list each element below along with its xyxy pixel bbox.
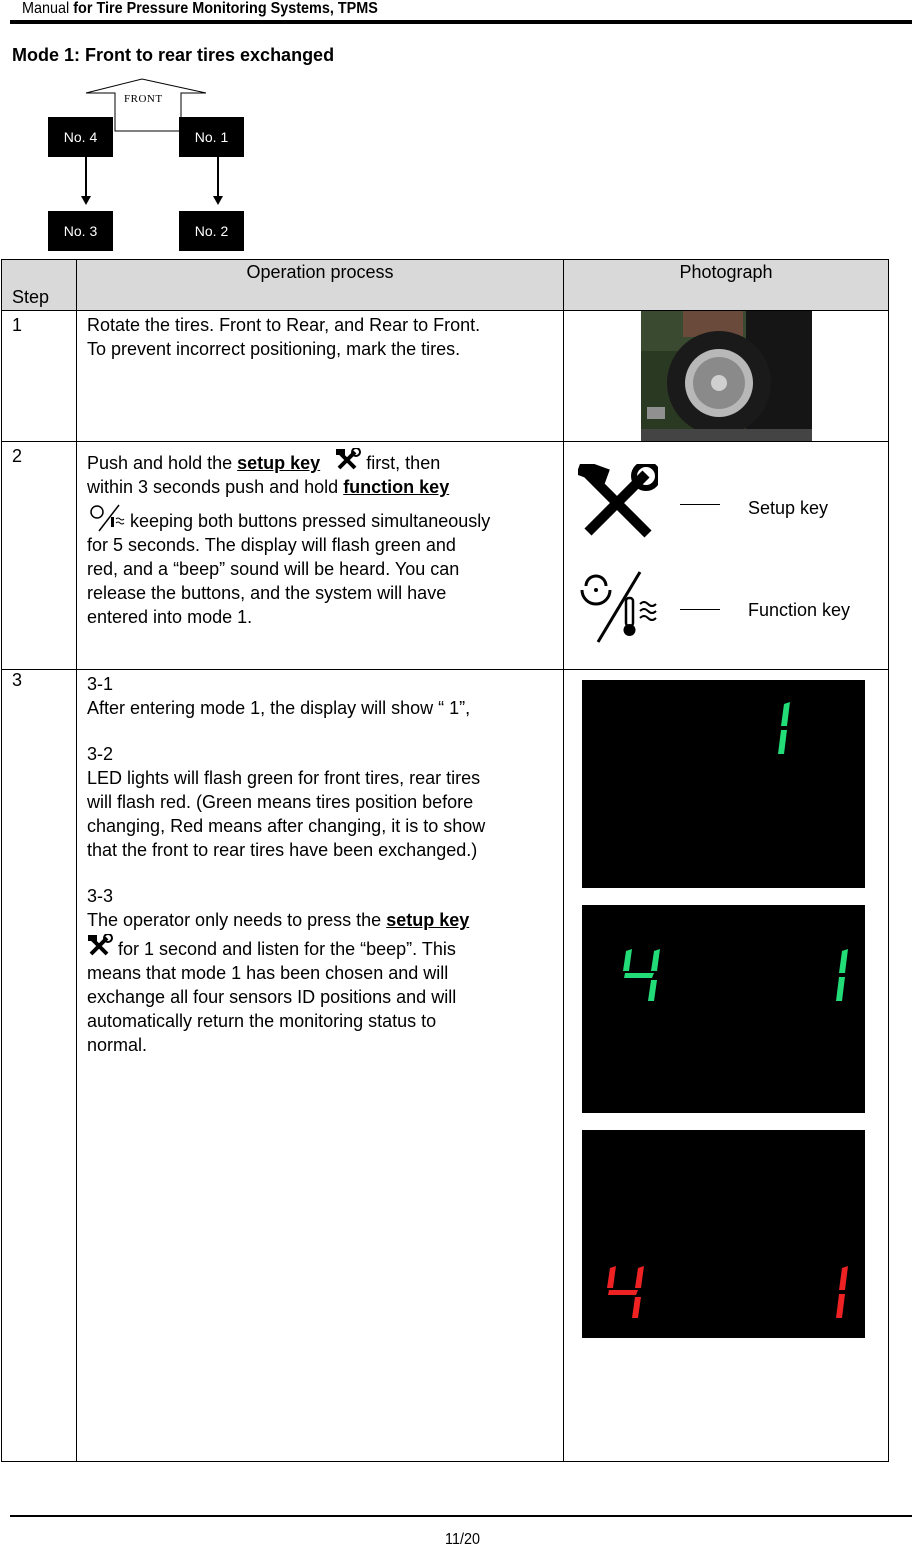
table-header-row: [2, 260, 889, 311]
row2-text: entered into mode 1.: [87, 607, 253, 627]
header-prefix: Manual: [22, 0, 70, 17]
row1-line: To prevent incorrect positioning, mark the tires.: [87, 339, 461, 359]
tire-no4: No. 4: [48, 117, 113, 157]
setup-key-label: setup key: [237, 453, 321, 473]
lcd-display-3: [582, 1130, 865, 1338]
substep-title: 3-2: [87, 744, 114, 764]
substep-text: changing, Red means after changing, it is to show: [87, 816, 486, 836]
lcd-display-1: [582, 680, 865, 888]
table-row: [2, 311, 889, 442]
page-number: 11/20: [445, 1531, 480, 1548]
function-key-label: function key: [343, 477, 450, 497]
substep-text: The operator only needs to press the: [87, 910, 387, 930]
front-label: FRONT: [124, 93, 163, 105]
tire-no2: No. 2: [179, 211, 244, 251]
substep-text: that the front to rear tires have been exchanged.): [87, 840, 478, 860]
step-number: 2: [12, 446, 23, 466]
lcd-left-digit: [623, 949, 660, 1001]
substep-text: After entering mode 1, the display will show “ 1”,: [87, 698, 471, 718]
lcd-svg: [582, 1130, 865, 1338]
lcd-left-digit: [607, 1266, 644, 1318]
row2-text: red, and a “beep” sound will be heard. You can: [87, 559, 460, 579]
legend-setup-key: Setup key: [748, 498, 829, 518]
function-key-large-icon: [578, 570, 670, 644]
setup-key-large-icon: [578, 464, 658, 542]
row2-text: within 3 seconds push and hold: [87, 477, 344, 497]
substep-text: means that mode 1 has been chosen and will: [87, 963, 449, 983]
procedure-table: [1, 259, 889, 1462]
row2-text: Push and hold the: [87, 453, 238, 473]
lcd-svg: [582, 680, 865, 888]
step-number: 1: [12, 315, 23, 335]
header-rule: [10, 20, 912, 24]
setup-key-label: setup key: [386, 910, 470, 930]
header-photo: Photograph: [564, 260, 889, 311]
substep-text: automatically return the monitoring status to: [87, 1011, 437, 1031]
lcd-right-digit: [836, 949, 848, 1001]
header-step: Step: [2, 260, 77, 311]
function-key-icon: [87, 503, 125, 533]
mode-title: Mode 1: Front to rear tires exchanged: [12, 45, 335, 65]
footer-rule: [10, 1515, 912, 1517]
lcd-svg: [582, 905, 865, 1113]
header-process: Operation process: [77, 260, 564, 311]
substep-text: normal.: [87, 1035, 148, 1055]
row2-text: release the buttons, and the system will have: [87, 583, 447, 603]
legend-function-key: Function key: [748, 600, 851, 620]
row2-text: for 5 seconds. The display will flash green and: [87, 535, 456, 555]
substep-text: exchange all four sensors ID positions and will: [87, 987, 457, 1007]
substep-title: 3-3: [87, 886, 114, 906]
lcd-right-digit: [836, 1266, 848, 1318]
substep-text: will flash red. (Green means tires position before: [87, 792, 474, 812]
header-title: for Tire Pressure Monitoring Systems, TPMS: [73, 0, 378, 17]
row2-text: first, then: [361, 453, 441, 473]
lcd-right-digit: [778, 702, 790, 754]
running-header: [22, 0, 378, 18]
step-number: 3: [12, 670, 23, 690]
setup-key-icon: [87, 934, 113, 958]
legend-line-function: [680, 609, 720, 610]
table-row: [2, 442, 889, 670]
tire-no1: No. 1: [179, 117, 244, 157]
substep-text: for 1 second and listen for the “beep”. This: [113, 939, 456, 959]
substep-title: 3-1: [87, 674, 114, 694]
tire-photo: [641, 311, 812, 441]
substep-text: LED lights will flash green for front tires, rear tires: [87, 768, 481, 788]
tire-no3: No. 3: [48, 211, 113, 251]
table-row: [2, 670, 889, 1462]
lcd-display-2: [582, 905, 865, 1113]
row1-line: Rotate the tires. Front to Rear, and Rear to Front.: [87, 315, 481, 335]
row2-text: keeping both buttons pressed simultaneously: [125, 511, 491, 531]
setup-key-icon: [335, 448, 361, 472]
legend-line-setup: [680, 504, 720, 505]
